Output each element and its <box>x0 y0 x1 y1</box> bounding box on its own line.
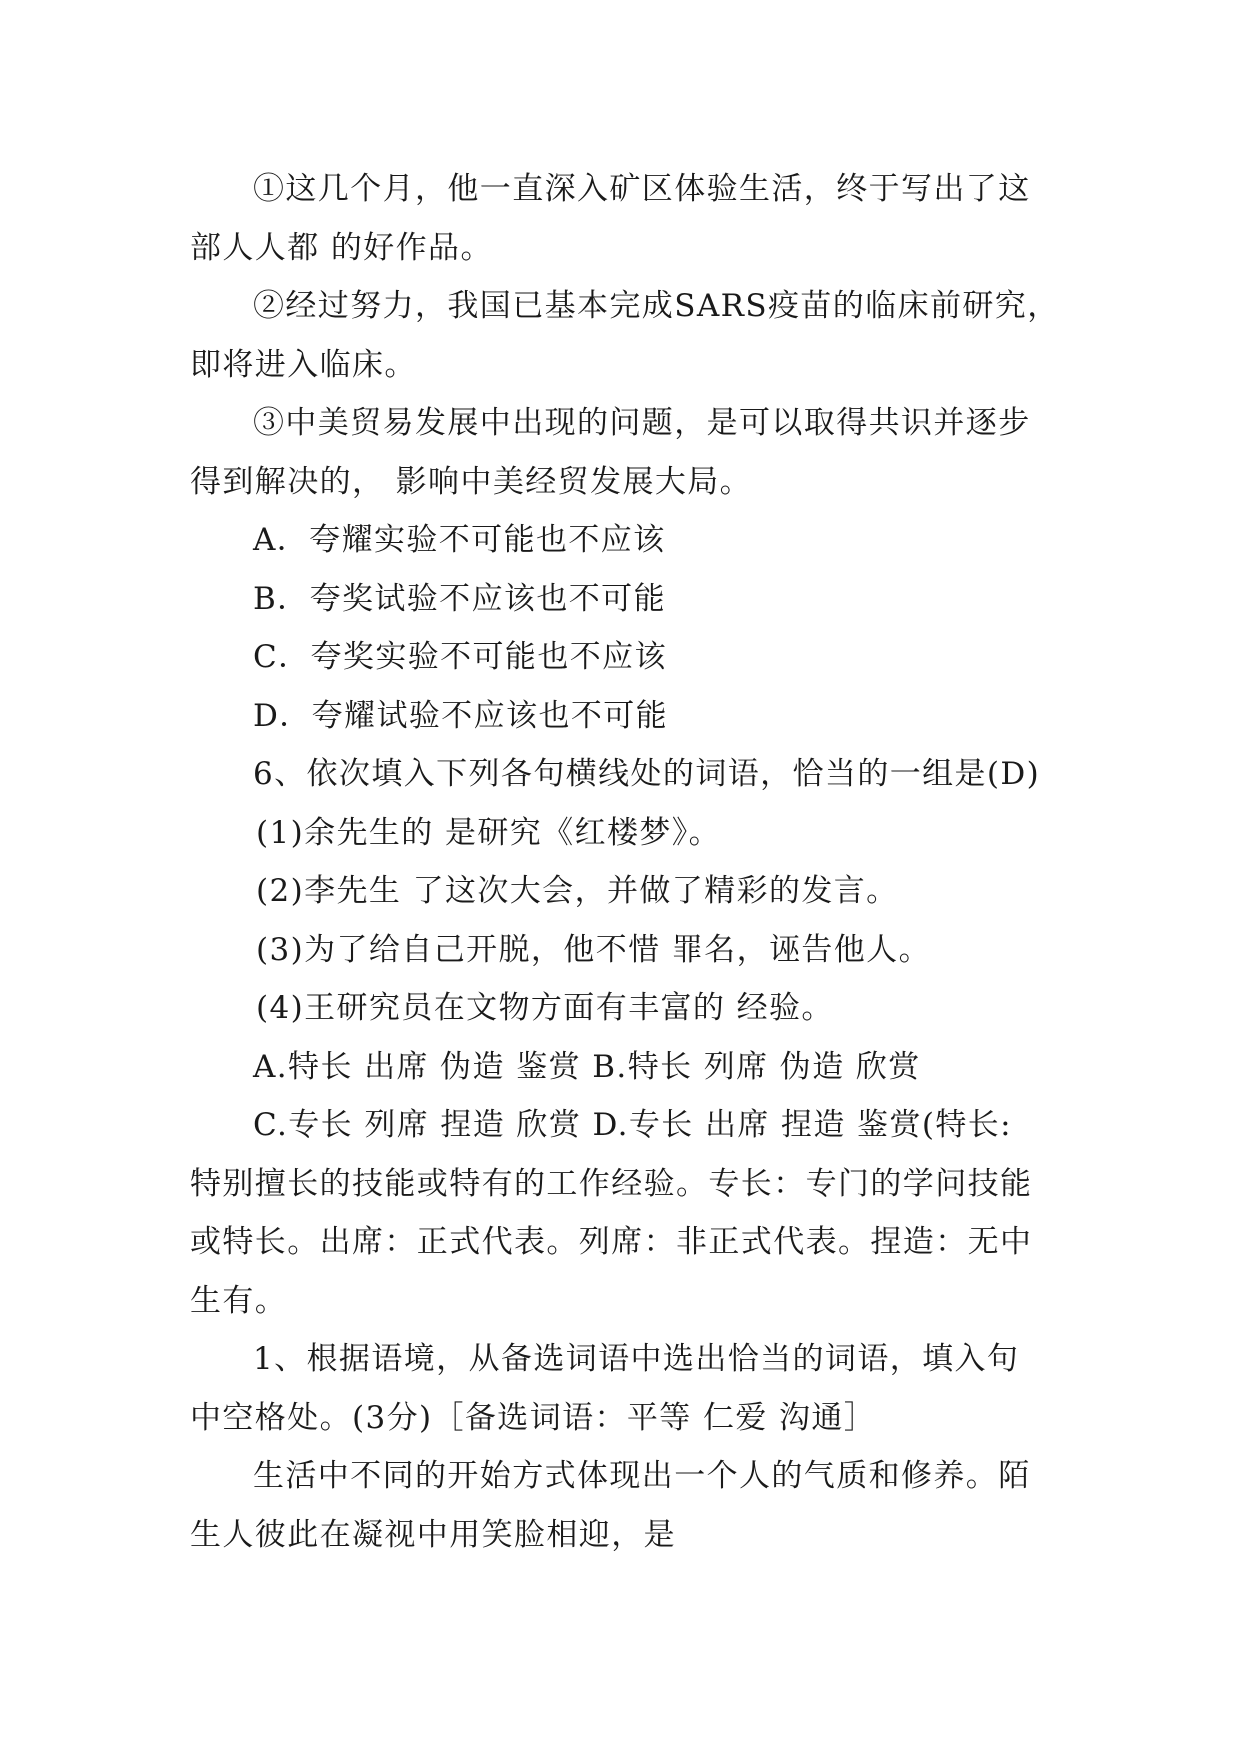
text-line: 部人人都 的好作品。 <box>190 229 493 266</box>
text-line: ③中美贸易发展中出现的问题，是可以取得共识并逐步 <box>253 405 1031 441</box>
text-line: 生人彼此在凝视中用笑脸相迎，是 <box>190 1516 676 1553</box>
text-line: 生活中不同的开始方式体现出一个人的气质和修养。陌 <box>253 1458 1031 1494</box>
text-line: 中空格处。(3分)［备选词语：平等 仁爱 沟通］ <box>190 1399 877 1436</box>
option-line: D．夸耀试验不应该也不可能 <box>253 697 669 734</box>
sub-question-line: (3)为了给自己开脱，他不惜 罪名，诬告他人。 <box>256 931 931 968</box>
option-line: A．夸耀实验不可能也不应该 <box>253 522 666 558</box>
text-line: ①这几个月，他一直深入矿区体验生活，终于写出了这 <box>253 171 1031 207</box>
question-line: 6、依次填入下列各句横线处的词语，恰当的一组是(D) <box>253 756 1041 792</box>
text-line: 特别擅长的技能或特有的工作经验。专长：专门的学问技能 <box>190 1165 1033 1202</box>
text-line: 得到解决的， 影响中美经贸发展大局。 <box>190 463 753 500</box>
text-line: 即将进入临床。 <box>190 346 417 383</box>
document-body <box>190 160 1070 1564</box>
sub-question-line: (1)余先生的 是研究《红楼梦》。 <box>256 814 722 851</box>
option-line: C.专长 列席 捏造 欣赏 D.专长 出席 捏造 鉴赏(特长: <box>253 1107 1012 1143</box>
option-line: A.特长 出席 伪造 鉴赏 B.特长 列席 伪造 欣赏 <box>253 1048 921 1085</box>
option-line: B．夸奖试验不应该也不可能 <box>253 580 666 617</box>
text-line: 生有。 <box>190 1282 288 1319</box>
sub-question-line: (2)李先生 了这次大会，并做了精彩的发言。 <box>256 873 899 909</box>
option-line: C．夸奖实验不可能也不应该 <box>253 639 667 675</box>
text-line: ②经过努力，我国已基本完成SARS疫苗的临床前研究， <box>253 288 1060 324</box>
sub-question-line: (4)王研究员在文物方面有丰富的 经验。 <box>256 990 834 1026</box>
question-line: 1、根据语境，从备选词语中选出恰当的词语，填入句 <box>253 1341 1020 1377</box>
text-line: 或特长。出席：正式代表。列席：非正式代表。捏造：无中 <box>190 1224 1033 1260</box>
